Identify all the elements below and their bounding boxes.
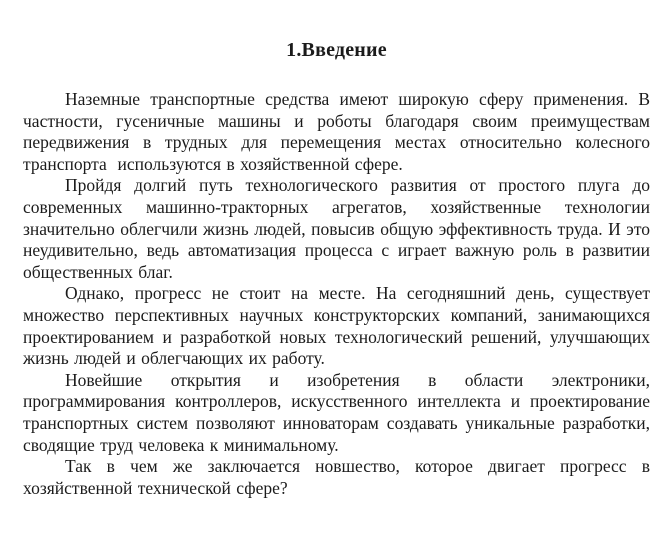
paragraph-3: Однако, прогресс не стоит на месте. На сегодняшний день, существует множество перспективных научных конструкторских компаний, занимающихся проектированием и разработкой новых технологический решений, улучшающих жизнь людей и облегчающих их работу. (23, 283, 650, 369)
document-body (23, 89, 650, 499)
paragraph-5: Так в чем же заключается новшество, которое двигает прогресс в хозяйственной технической сфере? (23, 456, 650, 498)
paragraph-4: Новейшие открытия и изобретения в области электроники, программирования контроллеров, искусственного интеллекта и проектирование транспортных систем позволяют инноваторам создавать уникальные разработки, сводящие труд человека к минимальному. (23, 369, 650, 455)
paragraph-1: Наземные транспортные средства имеют широкую сферу применения. В частности, гусеничные машины и роботы благодаря своим преимуществам передвижения в трудных для перемещения местах относительно колесного транспорта используются в хозяйственной сфере. (23, 89, 650, 174)
section-title: 1.Введение (286, 39, 387, 61)
paragraph-2: Пройдя долгий путь технологического развития от простого плуга до современных машинно-тракторных агрегатов, хозяйственные технологии значительно облегчили жизнь людей, повысив общую эффективность труда. И это неудивительно, ведь автоматизация процесса с играет важную роль в развитии общественных благ. (23, 175, 650, 282)
